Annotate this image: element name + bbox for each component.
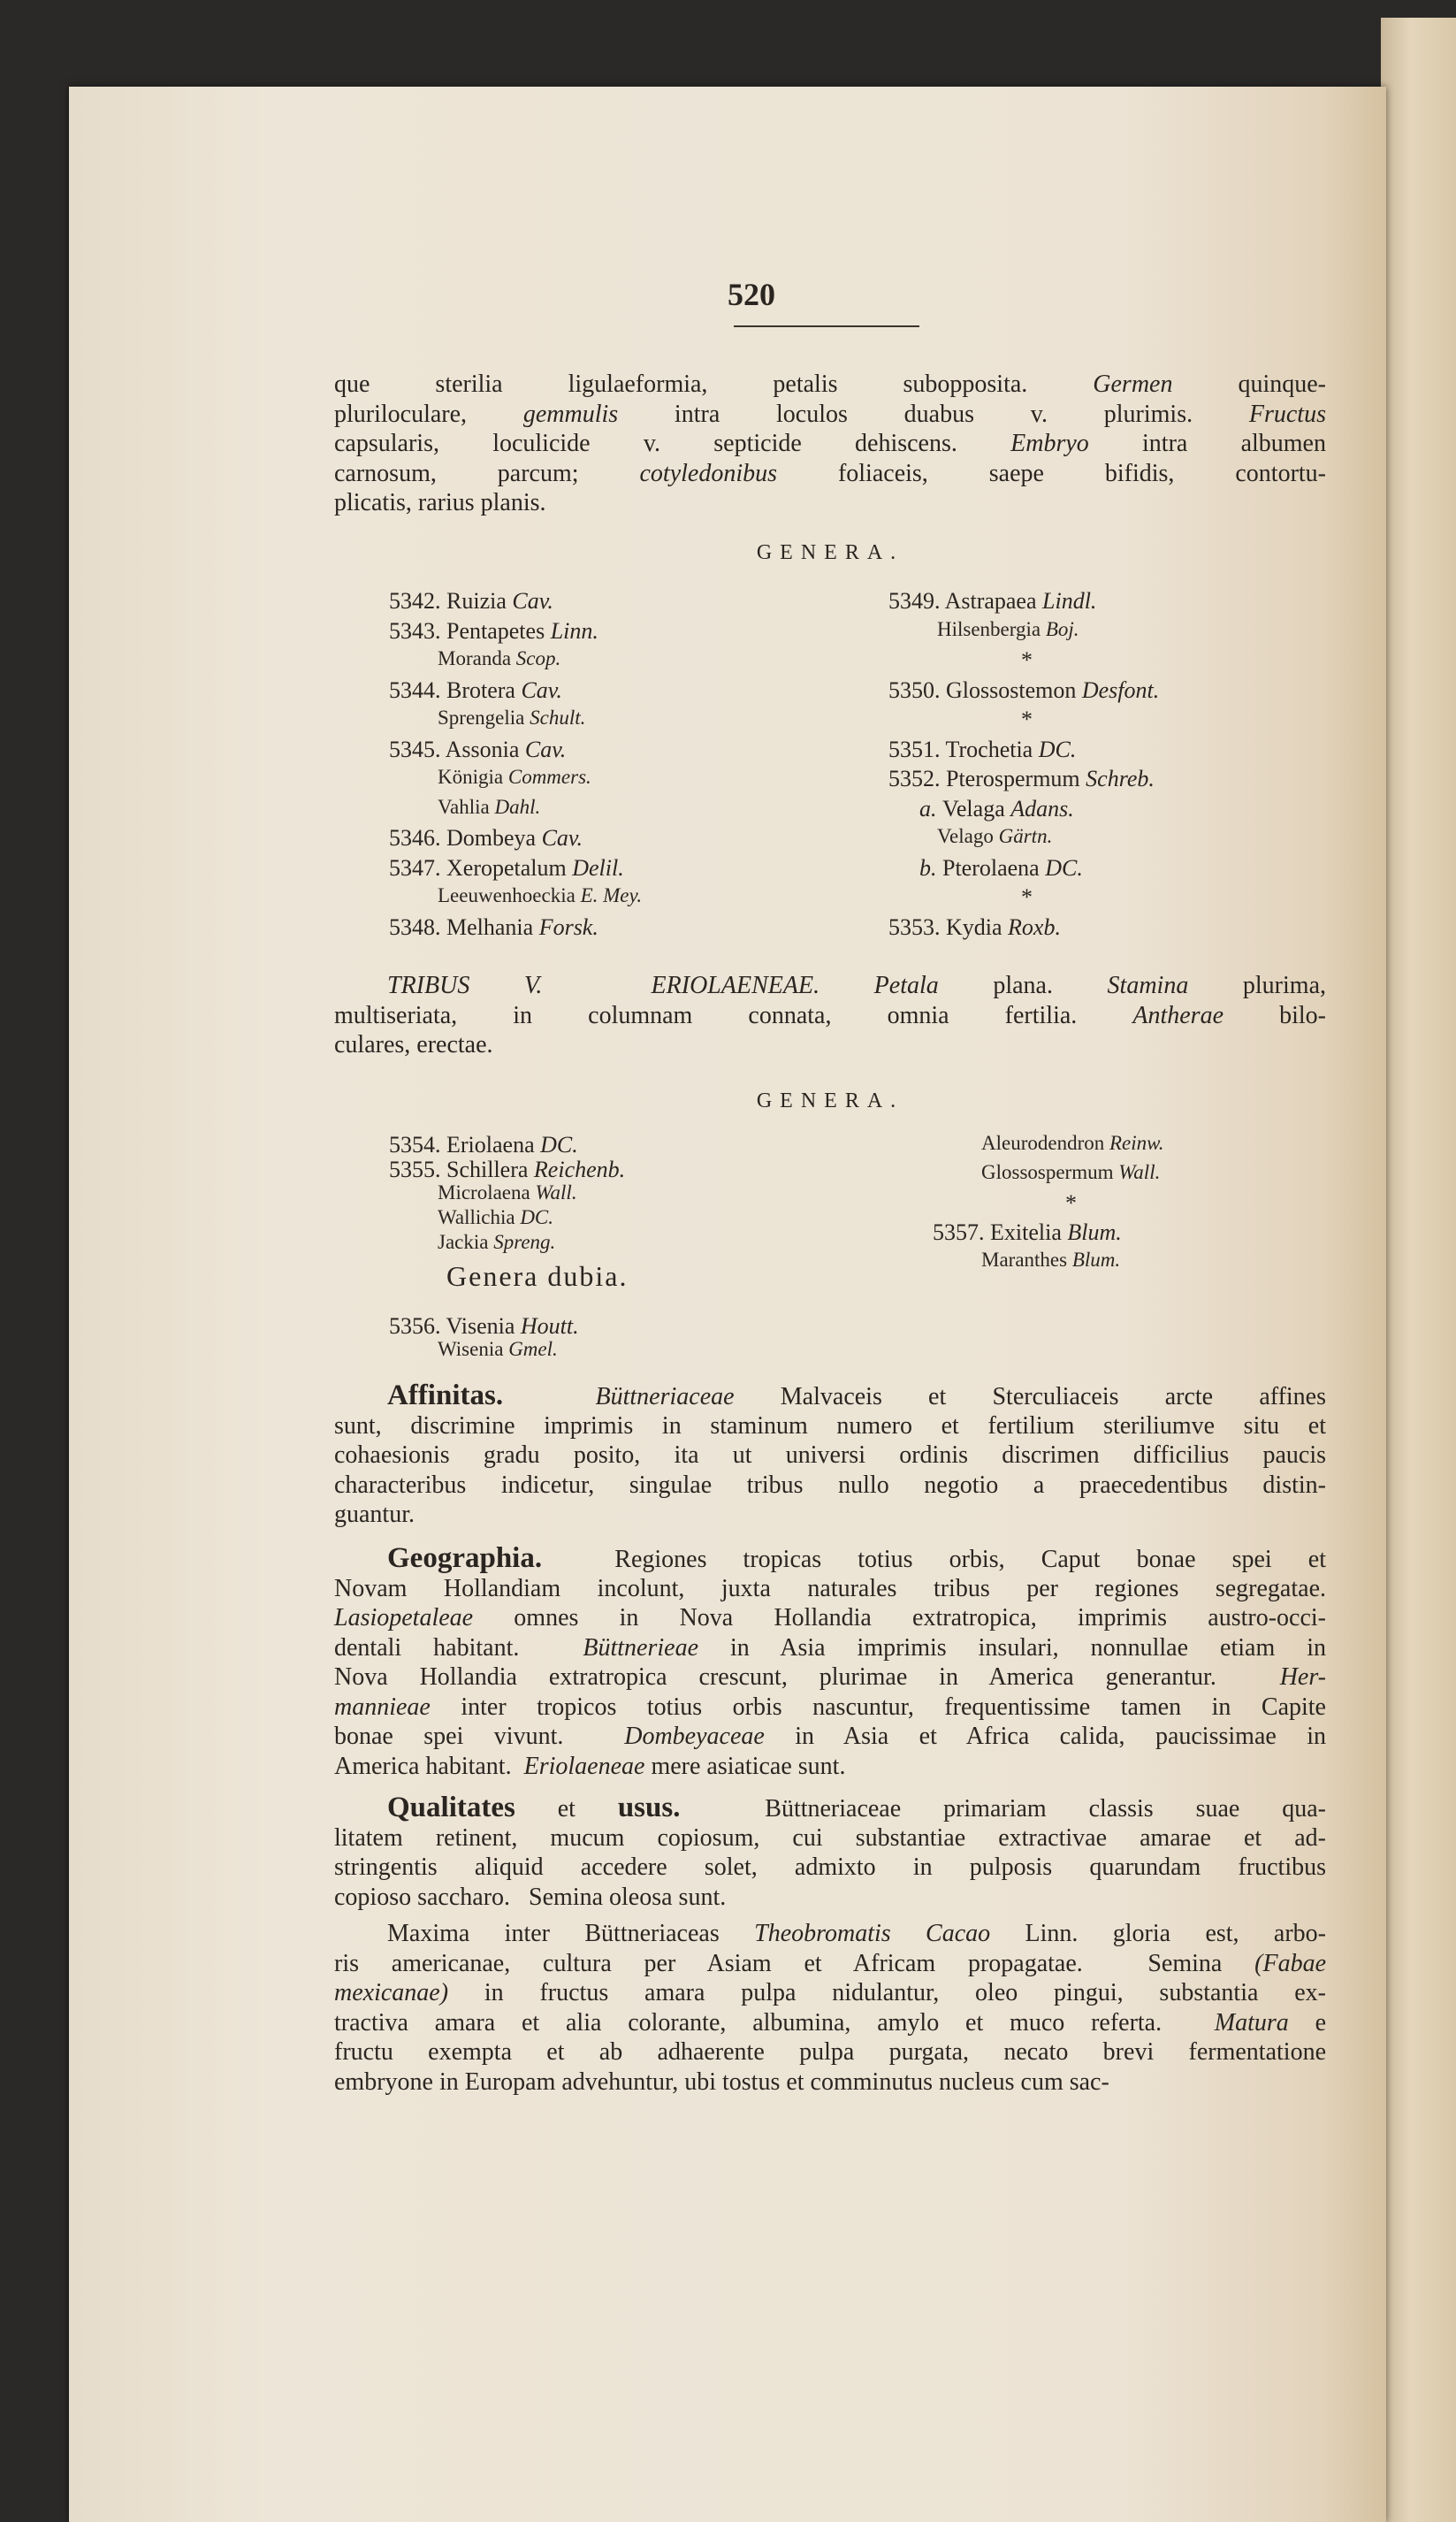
genus-name: * [1021,884,1033,910]
genus-name: Xeropetalum [446,854,573,881]
italic-text: mexicanae) [334,1979,449,2006]
genus-number: 5346. [389,825,446,851]
italic-text: Eriolaeneae [523,1752,645,1780]
genus-author: Cav. [521,676,562,703]
text-segment: que sterilia ligulaeformia, petalis subopposita. [334,371,1094,398]
italic-text: gemmulis [522,400,619,428]
text-line [334,1693,1326,1723]
genus-author: Roxb. [1008,913,1061,940]
genus-name: Eriolaena [446,1132,541,1158]
genus-author: DC. [520,1206,554,1228]
genus-entry [438,647,560,670]
genus-entry [888,588,1096,615]
genus-entry [438,1338,558,1361]
text-segment: Nova Hollandia extratropica crescunt, plurimae in America generantur. [334,1663,1280,1691]
text-segment: plurima, [1188,972,1326,999]
genus-number: 5344. [389,676,446,703]
genus-name: Trochetia [945,736,1039,762]
genus-number: 5355. [389,1157,446,1182]
genus-entry [389,588,553,615]
genus-author: Boj. [1045,617,1079,640]
genus-author: Houtt. [520,1313,579,1339]
genus-author: DC. [1038,736,1077,762]
text-segment: Linn. gloria est, arbo- [990,1920,1327,1947]
genera-heading: GENERA. [756,541,904,564]
genus-name: Wallichia [438,1206,521,1228]
genus-name: Melhania [446,913,539,940]
italic-text: TRIBUS V. ERIOLAENEAE. [387,972,820,999]
text-segment: embryone in Europam advehuntur, ubi tostus et comminutus nucleus cum sac- [334,2067,1109,2096]
italic-text: cotyledonibus [639,459,778,487]
text-line [334,971,1326,1001]
asterisk-separator [1065,1190,1077,1217]
italic-text: Dombeyaceae [624,1723,765,1750]
text-line [334,1411,1326,1441]
genus-number: 5351. [888,736,946,762]
italic-text: Her- [1279,1663,1326,1691]
section-heading: Affinitas. [387,1379,504,1411]
text-segment: sunt, discrimine imprimis in staminum numero et fertilium steriliumve situ et [334,1411,1326,1440]
italic-text: Fructus [1248,400,1326,428]
genus-author: Cav. [541,825,583,851]
text-segment: omnes in Nova Hollandia extratropica, imprimis austro-occi- [473,1604,1326,1632]
text-segment: guantur. [334,1501,415,1528]
genus-entry [438,707,585,730]
genus-name: Aleurodendron [981,1132,1109,1154]
asterisk-separator [1021,647,1033,674]
text-segment: America habitant. [334,1752,524,1780]
text-segment: intra loculos duabus v. plurimis. [618,400,1249,428]
text-segment: litatem retinent, mucum copiosum, cui substantiae extractivae amarae et ad- [334,1823,1326,1852]
genus-number: 5352. [888,766,946,791]
text-segment: ris americanae, cultura per Asiam et Africam propagatae. Semina [334,1949,1255,1977]
genus-name: Exitelia [990,1219,1068,1245]
genus-entry [389,855,624,882]
genus-name: * [1065,1190,1077,1216]
genus-name: Dombeya [446,825,542,851]
text-line [334,1381,1326,1411]
qualitates-paragraph [334,1793,1326,1912]
section-heading: Geographia. [387,1542,543,1574]
genus-name: Glossostemon [946,676,1082,703]
text-segment: bonae spei vivunt. [334,1723,625,1750]
genus-entry [389,1132,578,1158]
text-line [334,1633,1326,1663]
genus-name: Pentapetes [446,617,551,644]
genus-author: Cav. [524,736,567,762]
section-heading: Qualitates [387,1792,515,1823]
genus-entry [389,1157,625,1183]
genus-name: Microlaena [438,1181,536,1204]
text-segment: Büttneriaceae primariam classis suae qua- [680,1795,1326,1823]
genus-entry [389,825,583,852]
text-segment: Maxima inter Büttneriaceas [387,1920,755,1947]
text-segment: in Asia et Africa calida, paucissimae in [764,1723,1326,1750]
asterisk-separator [1021,884,1033,911]
text-line [334,1030,1326,1060]
text-segment: quinque- [1172,371,1327,398]
italic-text: Lasiopetaleae [334,1604,474,1632]
genus-name: Astrapaea [944,588,1043,614]
header-rule [734,325,919,327]
genus-name: Pterospermum [946,766,1086,791]
genus-author: Schult. [530,707,586,729]
page-number: 520 [728,277,775,312]
genus-number: 5345. [389,736,446,762]
italic-text: Büttneriaceae [595,1383,735,1410]
genus-author: Wall. [535,1181,577,1204]
genus-entry [438,1231,555,1254]
text-line [334,1441,1326,1471]
genus-entry [981,1161,1160,1184]
italic-text: Petala [873,972,939,999]
genus-author: Reichenb. [533,1157,626,1182]
genus-number: 5350. [888,676,946,703]
genus-author: Reinw. [1109,1132,1164,1154]
text-line [334,1662,1326,1693]
genus-name: Kydia [946,913,1009,940]
text-segment: e [1288,2008,1326,2037]
genus-entry [981,1132,1164,1155]
text-line [334,1853,1326,1883]
text-segment: stringentis aliquid accedere solet, admixto in pulposis quarundam fructibus [334,1853,1326,1881]
text-line [334,1574,1326,1604]
genus-author: Gärtn. [998,825,1053,847]
genus-author: Desfont. [1081,676,1160,703]
genus-entry [888,677,1159,704]
text-segment: Malvaceis et Sterculiaceis arcte affines [734,1383,1326,1410]
genus-entry [981,1249,1120,1272]
text-line [334,1793,1326,1823]
genus-name: Brotera [446,676,522,703]
genus-entry [933,1219,1122,1246]
genus-name: Ruizia [446,588,513,614]
genus-entry [389,677,562,704]
genus-number: 5354. [389,1132,446,1158]
genus-entry [919,855,1083,882]
genus-entry [888,914,1061,941]
italic-text: Antherae [1132,1001,1224,1029]
text-segment: Regiones tropicas totius orbis, Caput bonae spei et [542,1546,1326,1573]
genus-entry [438,1206,553,1229]
genus-author: Wall. [1118,1161,1161,1183]
genus-name: Velaga [942,795,1011,822]
text-segment: capsularis, loculicide v. septicide dehiscens. [334,430,1011,457]
text-segment: cohaesionis gradu posito, ita ut universi ordinis discrimen difficilius paucis [334,1441,1326,1469]
genus-number: b. [919,854,942,881]
text-segment: fructu exempta et ab adhaerente pulpa purgata, necato brevi fermentatione [334,2038,1326,2066]
text-segment: carnosum, parcum; [334,459,640,487]
genus-author: Delil. [572,854,624,881]
genus-entry [937,618,1079,641]
genus-name: * [1021,647,1033,673]
text-line [334,370,1326,400]
genus-number: a. [919,795,942,822]
genus-number: 5349. [888,588,945,614]
genus-name: Glossospermum [981,1161,1119,1183]
text-line [334,1544,1326,1574]
genus-author: Blum. [1067,1219,1122,1245]
genus-entry [438,766,591,789]
italic-text: Matura [1214,2008,1289,2037]
italic-text: Germen [1093,371,1173,398]
genus-name: Assonia [445,736,525,762]
genus-name: Hilsenbergia [937,617,1046,640]
text-segment: in Asia imprimis insulari, nonnullae etiam in [698,1633,1326,1662]
genus-entry [389,618,598,645]
genus-entry [888,766,1155,792]
italic-text: Stamina [1107,972,1189,999]
text-segment: intra albumen [1088,430,1326,457]
genus-entry [438,1181,577,1204]
text-segment: copioso saccharo. Semina oleosa sunt. [334,1883,727,1911]
italic-text: Büttnerieae [583,1633,698,1662]
genus-author: Cav. [512,588,553,614]
genus-entry [438,884,642,907]
text-line [334,1752,1326,1782]
text-line [334,1722,1326,1752]
text-segment [503,1383,595,1410]
text-line [334,1500,1326,1530]
italic-text: Theobromatis Cacao [754,1920,991,1947]
text-line [334,459,1326,489]
text-segment: et [515,1795,618,1823]
genus-number: 5357. [933,1219,990,1245]
affinitas-paragraph [334,1381,1326,1530]
genus-author: Blum. [1071,1249,1121,1271]
genus-entry [888,737,1076,763]
italic-text: (Fabae [1254,1949,1326,1977]
text-line [334,1603,1326,1633]
text-segment: mere asiaticae sunt. [644,1752,846,1780]
genus-name: Velago [937,825,999,847]
text-line [334,1883,1326,1913]
genus-author: DC. [540,1132,578,1158]
genus-author: Scop. [515,647,561,669]
genus-author: E. Mey. [580,884,643,906]
italic-text: mannieae [334,1693,431,1721]
adjacent-page-edge [1381,18,1456,2522]
genus-author: DC. [1045,854,1083,881]
genus-number: 5347. [389,854,446,881]
genus-name: Vahlia [438,795,495,818]
text-segment: multiseriata, in columnam connata, omnia fertilia. [334,1001,1133,1029]
text-segment: in fructus amara pulpa nidulantur, oleo pingui, substantia ex- [448,1979,1326,2006]
text-line [334,2037,1326,2067]
text-line [334,1949,1326,1979]
genus-entry [438,796,540,819]
tribus-paragraph [334,971,1326,1060]
genus-author: Spreng. [493,1231,556,1253]
genus-name: Schillera [446,1157,534,1182]
genus-entry [389,737,566,763]
asterisk-separator [1021,707,1033,733]
text-line [334,400,1326,430]
genus-author: Gmel. [508,1338,558,1360]
text-segment: pluriloculare, [334,400,523,428]
text-segment: foliaceis, saepe bifidis, contortu- [777,459,1327,487]
genus-name: Sprengelia [438,707,530,729]
genus-name: Jackia [438,1231,494,1253]
text-line [334,2067,1326,2098]
genus-name: Visenia [446,1313,521,1339]
text-segment: plana. [938,972,1108,999]
text-line [334,1919,1326,1949]
text-segment: plicatis, rarius planis. [334,489,546,516]
genus-number: 5348. [389,913,446,940]
genus-author: Lindl. [1042,588,1097,614]
text-segment: bilo- [1223,1001,1326,1029]
genus-name: * [1021,707,1033,732]
genus-number: 5353. [888,913,946,940]
genus-number: 5342. [389,588,446,614]
text-line [334,429,1326,459]
text-segment: tractiva amara et alia colorante, albumina, amylo et muco referta. [334,2008,1215,2037]
text-segment: dentali habitant. [334,1633,583,1662]
genus-number: 5343. [389,617,446,644]
maxima-paragraph [334,1919,1326,2097]
text-line [334,2008,1326,2038]
text-line [334,1471,1326,1501]
text-line [334,1001,1326,1031]
text-segment [819,972,874,999]
italic-text: Embryo [1010,430,1089,457]
text-segment: culares, erectae. [334,1031,493,1058]
text-segment: inter tropicos totius orbis nascuntur, frequentissime tamen in Capite [430,1693,1326,1721]
genus-name: Pterolaena [942,854,1046,881]
text-line [334,488,1326,518]
genus-name: Moranda [438,647,516,669]
genus-number: 5356. [389,1313,446,1339]
geographia-paragraph [334,1544,1326,1781]
genus-entry [919,796,1074,822]
section-heading: usus. [617,1792,681,1823]
genus-name: Königia [438,766,508,788]
genera-dubia-heading: Genera dubia. [446,1260,629,1292]
genus-name: Leeuwenhoeckia [438,884,581,906]
genus-author: Dahl. [494,795,541,818]
genus-entry [389,1313,579,1340]
genera-heading-2: GENERA. [756,1089,904,1112]
text-segment: characteribus indicetur, singulae tribus nullo negotio a praecedentibus distin- [334,1471,1326,1499]
genus-name: Wisenia [438,1338,509,1360]
genus-author: Commers. [507,766,591,788]
genus-author: Forsk. [538,913,598,940]
text-line [334,1823,1326,1853]
genus-author: Linn. [550,617,598,644]
genus-entry [389,914,598,941]
genus-entry [937,825,1052,848]
genus-name: Maranthes [981,1249,1072,1271]
intro-paragraph [334,370,1326,518]
genus-author: Adans. [1010,795,1074,822]
text-line [334,1978,1326,2008]
genus-author: Schreb. [1086,766,1155,791]
text-segment: Novam Hollandiam incolunt, juxta naturales tribus per regiones segregatae. [334,1574,1326,1602]
